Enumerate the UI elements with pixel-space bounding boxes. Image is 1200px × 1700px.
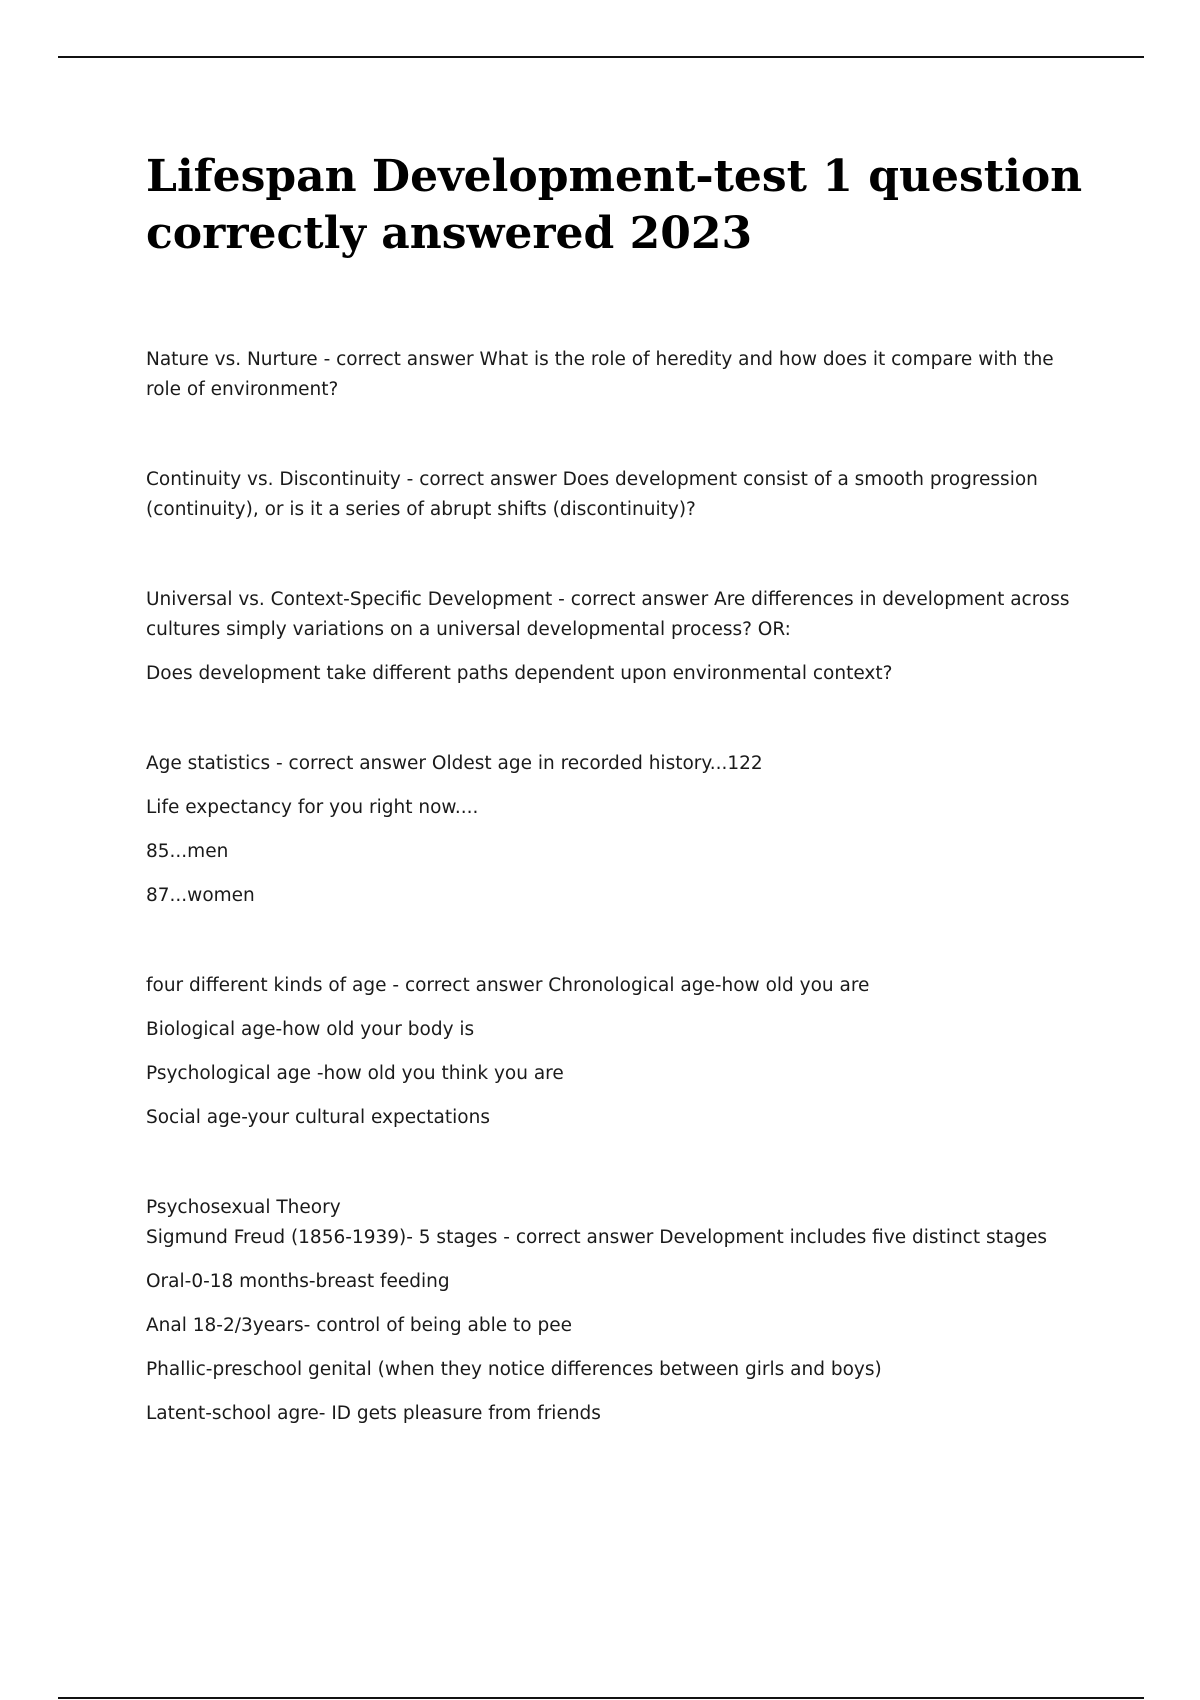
document-title — [146, 148, 1106, 262]
entry-line: Anal 18-2/3years- control of being able to pee — [146, 1315, 572, 1336]
entry-continuity — [146, 465, 1086, 525]
entry-heading: Psychosexual Theory — [146, 1197, 341, 1218]
entry-text: Nature vs. Nurture - correct answer What is the role of heredity and how does it compare with the role of environment? — [146, 349, 1054, 400]
document-body — [146, 345, 1086, 1429]
entry-line: Oral-0-18 months-breast feeding — [146, 1271, 450, 1292]
entry-line: Social age-your cultural expectations — [146, 1107, 490, 1128]
entry-universal — [146, 585, 1086, 689]
entry-age-statistics — [146, 749, 1086, 911]
top-divider — [58, 56, 1144, 58]
entry-kinds-of-age — [146, 971, 1086, 1133]
entry-psychosexual-theory — [146, 1193, 1086, 1429]
entry-text: Sigmund Freud (1856-1939)- 5 stages - correct answer Development includes five distinct stages — [146, 1227, 1047, 1248]
entry-line: Psychological age -how old you think you are — [146, 1063, 564, 1084]
entry-text: Continuity vs. Discontinuity - correct answer Does development consist of a smooth progression (continuity), or is it a series of abrupt shifts (discontinuity)? — [146, 469, 1038, 520]
entry-text: four different kinds of age - correct answer Chronological age-how old you are — [146, 975, 870, 996]
entry-line: Life expectancy for you right now.... — [146, 797, 479, 818]
entry-line: Phallic-preschool genital (when they notice differences between girls and boys) — [146, 1359, 882, 1380]
entry-line: 85...men — [146, 841, 229, 862]
entry-line: Biological age-how old your body is — [146, 1019, 475, 1040]
entry-nature-nurture — [146, 345, 1086, 405]
entry-line: Does development take different paths dependent upon environmental context? — [146, 663, 893, 684]
entry-line: 87...women — [146, 885, 255, 906]
bottom-divider — [58, 1697, 1144, 1699]
title-line-2: correctly answered 2023 — [146, 208, 753, 259]
entry-text: Age statistics - correct answer Oldest age in recorded history...122 — [146, 753, 763, 774]
entry-line: Latent-school agre- ID gets pleasure from friends — [146, 1403, 601, 1424]
entry-text: Universal vs. Context-Specific Development - correct answer Are differences in development across cultures simply variations on a universal developmental process? OR: — [146, 589, 1070, 640]
title-line-1: Lifespan Development-test 1 question — [146, 151, 1083, 202]
